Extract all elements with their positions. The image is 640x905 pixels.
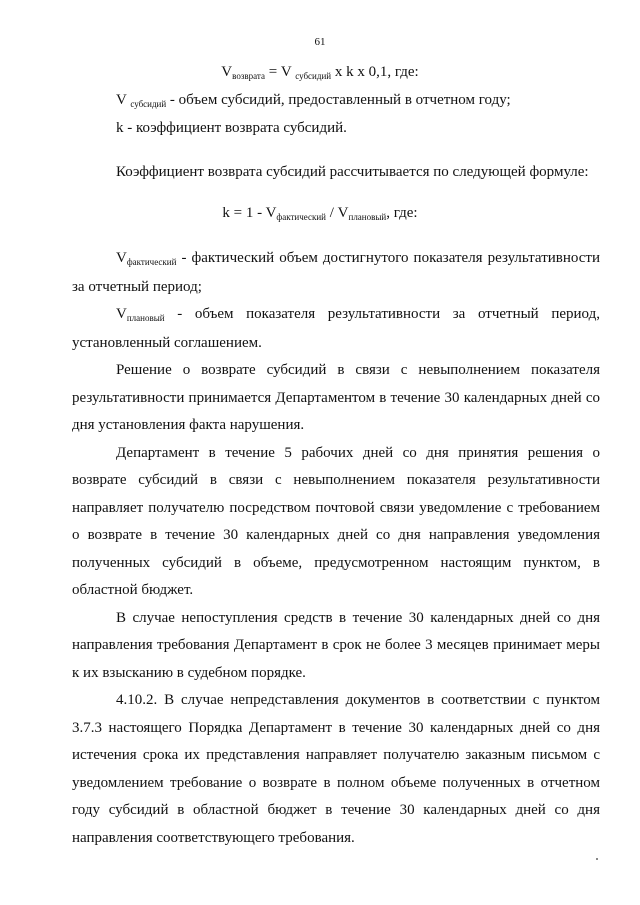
formula-coefficient: [0, 205, 640, 222]
scan-speck: [596, 858, 598, 860]
intro-coefficient: Коэффициент возврата субсидий рассчитывается по следующей формуле:: [116, 164, 589, 180]
formula-symbol: V: [116, 306, 127, 322]
formula-text: , где:: [386, 205, 418, 221]
formula-subscript: субсидий: [295, 71, 332, 81]
definition-text: - объем субсидий, предоставленный в отчетном году;: [166, 92, 511, 108]
definition-planned: [72, 301, 600, 357]
formula-text: k = 1 - V: [222, 205, 277, 221]
formula-subscript: фактический: [126, 257, 177, 267]
paragraph-decision: Решение о возврате субсидий в связи с невыполнением показателя результативности принимается Департаментом в течение 30 календарных дней со дня установления факта нарушения.: [72, 362, 600, 433]
definition-text: - объем показателя результативности за отчетный период, установленный соглашением.: [72, 306, 600, 351]
formula-symbol: V: [116, 92, 131, 108]
formula-symbol: V: [116, 250, 127, 266]
definition-subsidy-volume: [116, 88, 511, 114]
formula-subscript: возврата: [232, 71, 265, 81]
formula-subscript: фактический: [276, 212, 326, 222]
formula-text: = V: [264, 64, 296, 80]
page-number: 61: [314, 36, 326, 48]
definition-text: - фактический объем достигнутого показателя результативности за отчетный период;: [72, 250, 600, 295]
definitions-block: [72, 245, 600, 852]
formula-subscript: субсидий: [130, 99, 167, 109]
definition-k: k - коэффициент возврата субсидий.: [116, 120, 347, 136]
paragraph-4-10-2: 4.10.2. В случае непредставления документов в соответствии с пунктом 3.7.3 настоящего Порядка Департамент в течение 30 календарных дней со дня истечения срока их представления направляет получателю заказным письмом с уведомлением требование о возврате в полном объеме полученных в отчетном году субсидий в областной бюджет в течение 30 календарных дней со дня направления соответствующего требования.: [72, 692, 600, 846]
formula-text: / V: [326, 205, 349, 221]
formula-subscript: плановый: [348, 212, 387, 222]
definition-actual: [72, 245, 600, 301]
formula-subscript: плановый: [126, 313, 165, 323]
paragraph-notification: Департамент в течение 5 рабочих дней со дня принятия решения о возврате субсидий в связи с невыполнением показателя результативности направляет получателю посредством почтовой связи уведомление с требованием о возврате в течение 30 календарных дней со дня направления уведомления полученных субсидий в объеме, предусмотренном настоящим пунктом, в областной бюджет.: [72, 444, 600, 598]
paragraph-court: В случае непоступления средств в течение 30 календарных дней со дня направления требования Департамент в срок не более 3 месяцев принимает меры к их взысканию в судебном порядке.: [72, 609, 600, 681]
formula-symbol: V: [221, 64, 233, 80]
formula-text: x k x 0,1, где:: [331, 64, 419, 80]
formula-return-volume: [0, 64, 640, 81]
